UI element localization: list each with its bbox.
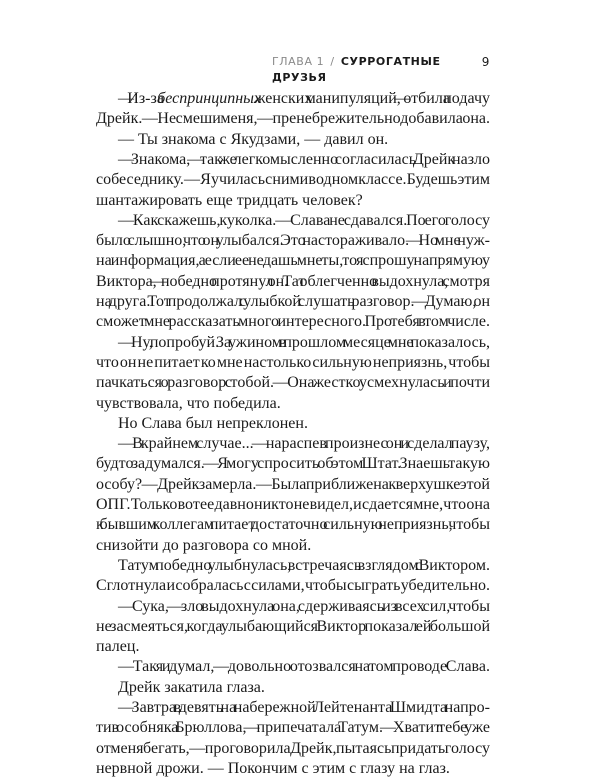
text-line: на друга. Тот продолжал с улыбкой слушать разговор. — Думаю, он [96,293,490,310]
chapter-label: ГЛАВА 1 [272,55,325,68]
text-line: чувствовала, что победила. [96,394,281,412]
running-head [96,54,490,84]
text-line: сможет мне рассказать много интересного. Про тебя в том числе. [96,313,491,331]
text-line: — Из-за беспринципных женских манипуляций, — отбила подачу [118,90,490,107]
text-line: — Сука, — зло выдохнула она, сдерживаясь из всех сил, чтобы [118,597,490,615]
text-line: пачкаться о разговор с тобой. — Она жестко усмехнулась и почти [96,374,491,392]
text-line: снизойти до разговора со мной. [96,536,312,554]
text-line: не засмеяться, когда улыбающийся Виктор показал ей большой [96,617,491,635]
text-line: Но Слава был непреклонен. [118,414,308,432]
text-line: нервной дрожи. — Покончим с этим с глазу на глаз. [96,759,450,777]
text-line: — Завтра в девять на набережной Лейтенанта Шмидта напро- [118,699,490,716]
text-line: что он не питает ко мне настолько сильную неприязнь, чтобы [96,353,490,371]
text-line: Татум победно улыбнулась, встречаясь взглядом с Виктором. [118,556,490,574]
text-line: шантажировать еще тридцать человек? [96,191,363,209]
text-line: собеседнику. — Я училась с ними в одном классе. Будешь этим [96,171,490,189]
text-line: от меня бегать, — проговорила Дрейк, пытаясь придать голосу [96,739,490,757]
text-line: Дрейк. — Не смеши меня, — пренебрежительно добавила она. [96,110,490,128]
text-line: Сглотнула и собралась с силами, чтобы сыграть убедительно. [96,577,491,595]
text-line: ОПГ. Только вот ее давно никто не видел, и сдается мне, что она [96,496,491,513]
text-line: — Так я и думал, — довольно отозвался на том проводе Слава. [118,658,490,676]
running-head-separator: / [330,55,335,68]
text-line: тив особняка Брюллова, — припечатала Татум. — Хватит тебе уже [96,719,490,737]
text-line: особу? — Дрейк замерла. — Была приближена к верхушке этой [96,475,490,493]
text-line: будто задумался. — Я могу спросить об этом Штат. Знаешь такую [96,455,490,473]
text-line: — Как скажешь, куколка. — Слава не сдавался. По его голосу [118,211,490,229]
text-line: — В крайнем случае... — нараспев произнес он и сделал паузу, [118,435,491,453]
chapter-title: СУРРОГАТНЫЕ ДРУЗЬЯ [272,55,441,84]
text-line: Дрейк закатила глаза. [118,678,265,696]
text-line: — Ты знакома с Якудзами, — давил он. [118,130,389,148]
page-number: 9 [481,55,490,69]
text-line: — Ну, попробуй. За ужином в прошлом месяце мне показалось, [118,333,490,351]
text-line: на информация, а если ее не дашь мне ты, то я спрошу напрямую у [96,252,490,270]
text-line: к бывшим коллегам питает достаточно сильную неприязнь, чтобы [96,516,491,534]
text-line: — Знакома, — так же легкомысленно согласилась Дрейк назло [118,150,490,168]
text-line: Виктора, — победно протянул он. Тат облегченно выдохнула, смотря [96,272,490,290]
text-line: палец. [96,638,140,656]
text-line: было слышно, что он улыбался. Это настораживало. — Но мне нуж- [96,232,490,250]
running-head-chapter [272,54,490,86]
